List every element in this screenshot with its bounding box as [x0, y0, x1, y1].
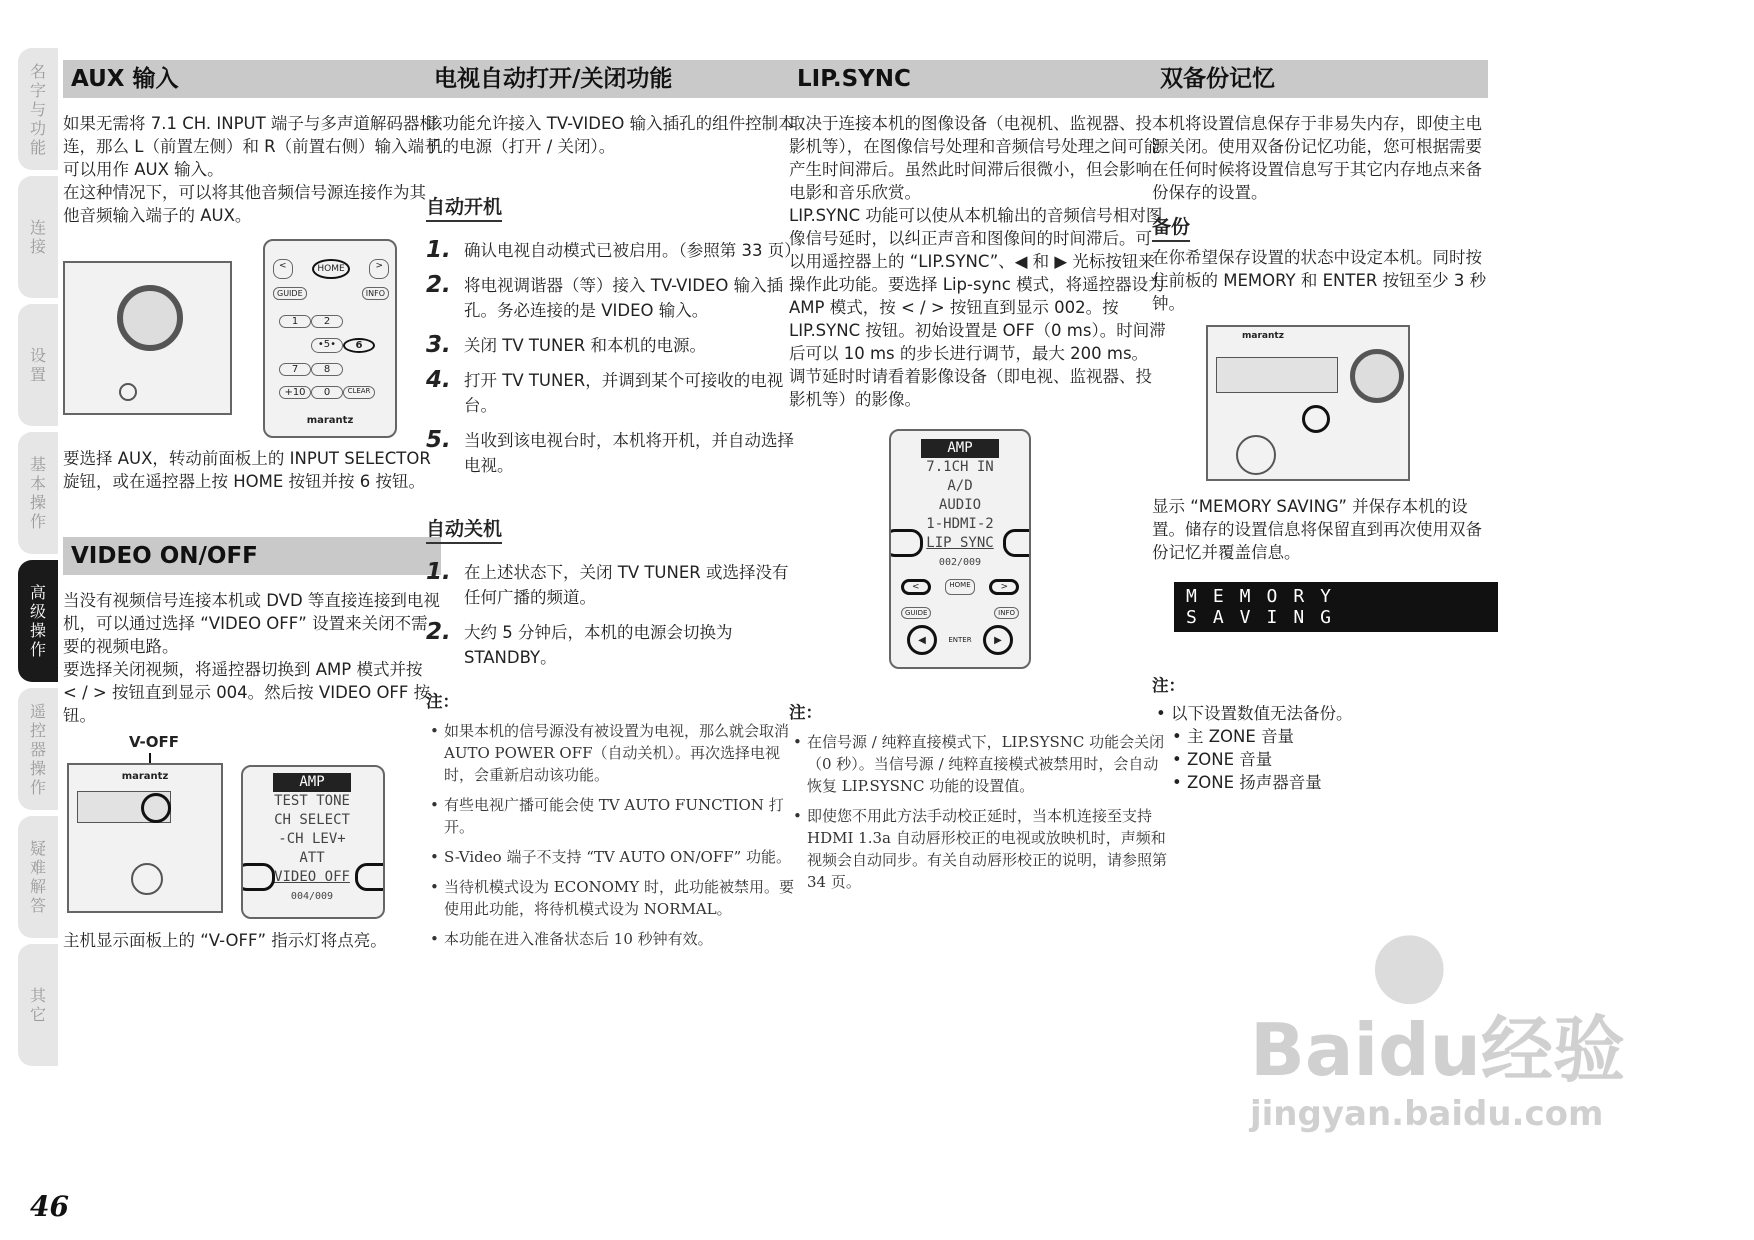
list-item: 2. 大约 5 分钟后，本机的电源会切换为 STANDBY。	[426, 619, 733, 667]
backup-subtitle: 备份	[1152, 212, 1190, 242]
remote-key-5: •5•	[311, 338, 343, 353]
list-item: 4. 打开 TV TUNER，并调到某个可接收的电视台。	[426, 367, 784, 415]
left-soft-key-highlight	[889, 529, 923, 557]
input-selector-knob-icon	[117, 285, 183, 351]
remote-info-key: INFO	[362, 287, 389, 300]
lcd-line-lip-sync: LIP SYNC	[926, 535, 994, 551]
list-item: • 即使您不用此方法手动校正延时，当本机连接至支持 HDMI 1.3a 自动唇形校正的电视或放映机时，声频和视频会自动同步。有关自动唇形校正的说明，请参照第 34 页。	[807, 805, 1167, 893]
remote-clear-key: CLEAR	[343, 386, 375, 399]
tab-connection[interactable]: 连接	[18, 176, 58, 298]
list-item: • 主 ZONE 音量	[1172, 727, 1295, 746]
remote-right-key: >	[989, 579, 1019, 595]
list-item: • 有些电视广播可能会使 TV AUTO FUNCTION 打开。	[444, 794, 804, 838]
video-paragraph-2: 要选择关闭视频，将遥控器切换到 AMP 模式并按 < / > 按钮直到显示 004。然后按 VIDEO OFF 按钮。	[63, 660, 431, 725]
remote-home-key: HOME	[312, 259, 349, 279]
page-number: 46	[30, 1190, 69, 1223]
aux-section-title: AUX 输入	[63, 60, 441, 98]
lip-sync-notes	[789, 731, 1167, 893]
list-item: • ZONE 音量	[1172, 750, 1273, 769]
remote-left-key: <	[901, 579, 931, 595]
lcd-line-ch-lev: -CH LEV+	[278, 831, 346, 847]
enter-ring-icon	[1236, 435, 1276, 475]
lcd-page-counter: 002/009	[938, 557, 982, 568]
watermark-main-text: Baidu经验	[1250, 1008, 1625, 1092]
tv-auto-intro: 该功能允许接入 TV-VIDEO 输入插孔的组件控制本机的电源（打开 / 关闭）。	[426, 114, 795, 156]
tab-advanced-operation[interactable]: 高级操作	[18, 560, 58, 682]
video-section-title: VIDEO ON/OFF	[63, 537, 441, 575]
lcd-line-att: ATT	[299, 850, 325, 866]
aux-paragraph-1: 如果无需将 7.1 CH. INPUT 端子与多声道解码器相连，那么 L（前置左侧）和 R（前置右侧）输入端子可以用作 AUX 输入。	[63, 114, 441, 179]
list-item: • 以下设置数值无法备份。	[1156, 704, 1353, 723]
auto-off-steps	[426, 560, 804, 670]
volume-knob-icon	[1350, 349, 1404, 403]
remote-guide-key: GUIDE	[901, 607, 931, 619]
video-off-figure	[63, 733, 441, 925]
lcd-line-amp: AMP	[921, 439, 999, 458]
lcd-page-counter: 004/009	[290, 891, 334, 902]
tv-auto-section-title: 电视自动打开/关闭功能	[426, 60, 804, 98]
remote-home-key: HOME	[945, 579, 974, 595]
list-item: • 当待机模式设为 ECONOMY 时，此功能被禁用。要使用此功能，将待机模式设为 NORMAL。	[444, 876, 804, 920]
front-panel-illustration	[63, 261, 232, 415]
list-item: 1. 在上述状态下，关闭 TV TUNER 或选择没有任何广播的频道。	[426, 559, 789, 607]
lcd-line-audio: AUDIO	[938, 497, 982, 513]
front-display-illustration	[67, 763, 223, 913]
voff-label: V-OFF	[129, 733, 179, 751]
dual-backup-paragraph-2: 在你希望保存设置的状态中设定本机。同时按住前板的 MEMORY 和 ENTER 按钮至少 3 秒钟。	[1152, 248, 1487, 313]
lcd-line-video-off: VIDEO OFF	[274, 869, 350, 885]
remote-key-6: 6	[343, 338, 375, 353]
remote-illustration	[263, 239, 397, 438]
column-tv-auto	[426, 60, 804, 958]
remote-key-1: 1	[279, 315, 311, 328]
paw-logo-icon: ●	[1370, 910, 1449, 1015]
tab-remote-operation[interactable]: 遥控器操作	[18, 688, 58, 810]
fl-display-icon	[1216, 357, 1338, 393]
lip-sync-paragraph-3: 调节延时时请看着影像设备（即电视、监视器、投影机等）的影像。	[789, 367, 1152, 409]
lcd-line-amp: AMP	[273, 773, 351, 792]
remote-key-plus10: +10	[279, 386, 311, 399]
list-item: • ZONE 扬声器音量	[1172, 773, 1322, 792]
remote-guide-key: GUIDE	[273, 287, 307, 300]
lip-sync-note-title: 注：	[789, 703, 822, 722]
tab-setup[interactable]: 设置	[18, 304, 58, 426]
remote-brand-logo: marantz	[306, 415, 354, 426]
remote-enter-key: ENTER	[948, 636, 972, 644]
cursor-left-icon: ◀	[907, 625, 937, 655]
lcd-line-hdmi: 1-HDMI-2	[926, 516, 994, 532]
list-item: 3. 关闭 TV TUNER 和本机的电源。	[426, 332, 706, 358]
list-item: • 本功能在进入准备状态后 10 秒钟有效。	[444, 928, 804, 950]
watermark-url: jingyan.baidu.com	[1250, 1094, 1604, 1134]
dual-backup-paragraph-3: 显示 “MEMORY SAVING” 并保存本机的设置。储存的设置信息将保留直到再次使用双备份记忆并覆盖信息。	[1152, 497, 1482, 562]
tab-other[interactable]: 其它	[18, 944, 58, 1066]
auto-on-steps	[426, 238, 804, 478]
right-soft-key-highlight	[1003, 529, 1031, 557]
lcd-line-ad: A/D	[947, 478, 973, 494]
list-item: • S-Video 端子不支持 “TV AUTO ON/OFF” 功能。	[444, 846, 804, 868]
list-item: • 在信号源 / 纯粹直接模式下，LIP.SYSNC 功能会关闭（0 秒）。当信号源 / 纯粹直接模式被禁用时，会自动恢复 LIP.SYSNC 功能的设置值。	[807, 731, 1167, 797]
list-item: • 如果本机的信号源没有被设置为电视，那么就会取消 AUTO POWER OFF（自动关机）。再次选择电视时，会重新启动该功能。	[444, 720, 804, 786]
video-paragraph-1: 当没有视频信号连接本机或 DVD 等直接连接到电视机，可以通过选择 “VIDEO OFF” 设置来关闭不需要的视频电路。	[63, 591, 440, 656]
voff-indicator-highlight	[141, 793, 171, 823]
memory-button-highlight	[1302, 405, 1330, 433]
lcd-line-test-tone: TEST TONE	[274, 793, 350, 809]
remote-left-key: <	[273, 259, 293, 279]
list-item: 1. 确认电视自动模式已被启用。（参照第 33 页）	[426, 237, 801, 263]
baidu-watermark	[1250, 910, 1625, 1134]
remote-key-2: 2	[311, 315, 343, 328]
side-tab-bar	[18, 48, 60, 1072]
remote-lcd-illustration	[889, 429, 1031, 669]
remote-key-8: 8	[311, 363, 343, 376]
lip-sync-section-title: LIP.SYNC	[789, 60, 1167, 98]
remote-info-key: INFO	[994, 607, 1019, 619]
dual-backup-section-title: 双备份记忆	[1152, 60, 1488, 98]
left-soft-key-highlight	[241, 863, 275, 891]
list-item: 2. 将电视调谐器（等）接入 TV-VIDEO 输入插孔。务必连接的是 VIDEO 输入。	[426, 272, 784, 320]
list-item: 5. 当收到该电视台时，本机将开机，并自动选择电视。	[426, 427, 794, 475]
tv-auto-notes	[426, 720, 804, 950]
auto-off-subtitle: 自动关机	[426, 514, 502, 544]
lip-sync-figure	[789, 429, 1167, 681]
remote-right-key: >	[369, 259, 389, 279]
tab-names-functions[interactable]: 名字与功能	[18, 48, 58, 170]
lcd-line-ch-select: CH SELECT	[274, 812, 350, 828]
headphone-jack-icon	[119, 383, 137, 401]
front-panel-illustration	[1206, 325, 1410, 481]
lcd-line-71ch-in: 7.1CH IN	[926, 459, 994, 475]
dual-backup-paragraph-1: 本机将设置信息保存于非易失内存，即使主电源关闭。使用双备份记忆功能，您可根据需要在任何时候将设置信息写于其它内存地点来备份保存的设置。	[1152, 114, 1482, 202]
auto-on-subtitle: 自动开机	[426, 192, 502, 222]
right-soft-key-highlight	[355, 863, 385, 891]
cursor-right-icon: ▶	[983, 625, 1013, 655]
tv-auto-note-title: 注：	[426, 692, 459, 711]
tab-troubleshooting[interactable]: 疑难解答	[18, 816, 58, 938]
unit-brand-logo: marantz	[1242, 331, 1284, 341]
memory-saving-display: MEMORY SAVING	[1174, 582, 1498, 632]
aux-paragraph-2: 在这种情况下，可以将其他音频信号源连接作为其他音频输入端子的 AUX。	[63, 183, 426, 225]
column-lip-sync	[789, 60, 1167, 901]
aux-paragraph-3: 要选择 AUX，转动前面板上的 INPUT SELECTOR 旋钮，或在遥控器上按 HOME 按钮并按 6 按钮。	[63, 449, 431, 491]
cursor-ring-icon	[131, 863, 163, 895]
remote-key-7: 7	[279, 363, 311, 376]
tab-basic-operation[interactable]: 基本操作	[18, 432, 58, 554]
column-aux-video	[63, 60, 441, 952]
unit-brand-logo: marantz	[121, 771, 169, 782]
lip-sync-paragraph-1: 取决于连接本机的图像设备（电视机、监视器、投影机等），在图像信号处理和音频信号处理之间可能产生时间滞后。虽然此时间滞后很微小，但会影响电影和音乐欣赏。	[789, 114, 1161, 202]
column-dual-backup	[1152, 60, 1488, 794]
remote-key-0: 0	[311, 386, 343, 399]
lip-sync-paragraph-2: LIP.SYNC 功能可以使从本机输出的音频信号相对图像信号延时，以纠正声音和图像间的时间滞后。可以用遥控器上的 “LIP.SYNC”、◀ 和 ▶ 光标按钮来操作此功能。要选择 Lip-sync 模式，将遥控器设为 AMP 模式，按 < / > 按钮直到显示 002。按 LIP.SYNC 按钮。初始设置是 OFF（0 ms）。时间滞后可以 10 ms 的步长进行调节，最大 200 ms。	[789, 206, 1166, 363]
remote-lcd-illustration	[241, 765, 385, 919]
dual-backup-notes	[1152, 702, 1488, 794]
aux-figure	[63, 239, 441, 439]
video-paragraph-3: 主机显示面板上的 “V-OFF” 指示灯将点亮。	[63, 931, 387, 950]
dual-backup-note-title: 注：	[1152, 676, 1185, 695]
